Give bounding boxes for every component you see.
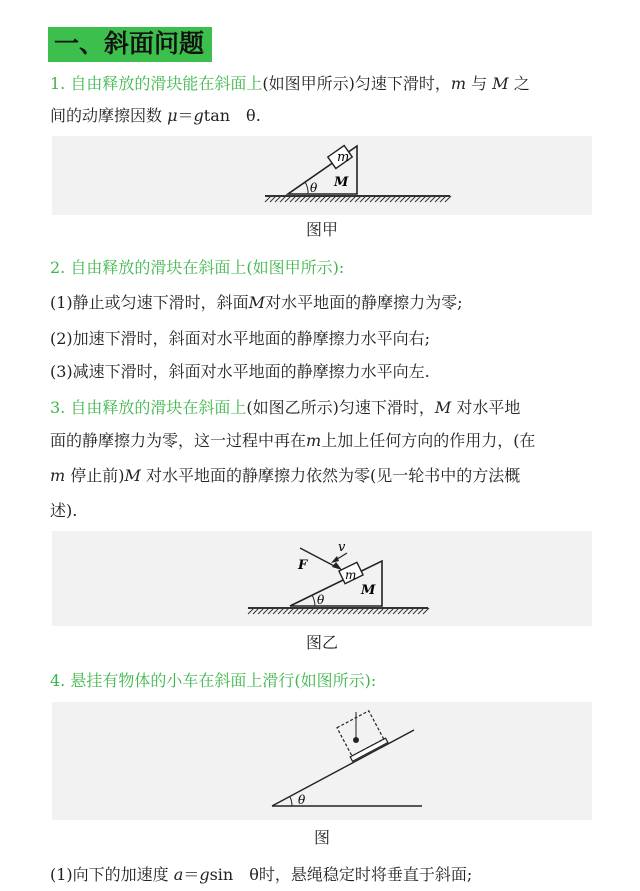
item-2-point-1-M: M	[248, 293, 266, 312]
item-1-line-2	[50, 106, 610, 126]
item-4-text-a: (1)向下的加速度	[50, 865, 169, 884]
item-2-point-3: (3)减速下滑时，斜面对水平地面的静摩擦力水平向左.	[50, 362, 430, 381]
item-4-a: a	[173, 865, 184, 884]
item-3-highlight: 自由释放的滑块在斜面上	[70, 398, 247, 417]
item-4-eq: ＝	[183, 865, 200, 884]
label-m: m	[345, 568, 357, 582]
item-3-text-2a: 面的静摩擦力为零，这一过程中再在	[50, 431, 307, 450]
label-M: M	[334, 175, 349, 190]
section-title: 一、斜面问题	[48, 27, 212, 62]
figure-yi-caption: 图乙	[305, 633, 338, 652]
item-1-text: (如图甲所示)匀速下滑时，	[262, 74, 451, 93]
item-2-highlight: 自由释放的滑块在斜面上(如图甲所示):	[70, 258, 345, 277]
figure-cart	[52, 702, 592, 820]
item-4-number: 4.	[50, 671, 66, 690]
hanging-bob	[353, 737, 359, 743]
item-3-text-3a: 停止前)	[70, 466, 125, 485]
angle-arc	[312, 595, 315, 606]
item-3-text-3b: 对水平地面的静摩擦力依然为零(见一轮书中的方法概	[146, 466, 521, 485]
item-1-yu: 与	[471, 74, 488, 93]
ground-hatch	[265, 196, 451, 202]
item-1-g: g	[193, 106, 204, 125]
label-v: v	[338, 540, 346, 555]
item-1-line-1	[50, 74, 610, 94]
angle-arc	[290, 797, 292, 806]
figure-yi	[52, 531, 592, 626]
item-3-m-2: m	[50, 466, 66, 485]
item-3-text-1-end: 对水平地	[456, 398, 521, 417]
label-M: M	[361, 583, 376, 598]
label-theta: θ	[298, 793, 306, 807]
item-1-m: m	[450, 74, 467, 93]
item-3-M-2: M	[124, 466, 141, 485]
item-3-line-3	[50, 466, 610, 486]
item-3-m-1: m	[306, 431, 322, 450]
item-2-point-1-text: (1)静止或匀速下滑时，斜面	[50, 293, 249, 312]
figure-cart-caption: 图	[313, 828, 330, 847]
figure-jia-drawing	[52, 136, 592, 215]
label-m: m	[337, 150, 350, 165]
item-1-end: .	[255, 106, 261, 125]
figure-jia	[52, 136, 592, 215]
cart	[335, 710, 388, 761]
item-2-point-1	[50, 293, 610, 313]
item-1-eq: ＝	[177, 106, 194, 125]
angle-arc	[305, 182, 308, 194]
item-3-line-2	[50, 431, 610, 451]
item-2-number: 2.	[50, 258, 66, 277]
item-1-M: M	[492, 74, 509, 93]
item-1-text-2: 间的动摩擦因数	[50, 106, 163, 125]
item-4-sin: sin θ	[209, 865, 259, 884]
item-2-point-1-text-b: 对水平地面的静摩擦力为零;	[265, 293, 463, 312]
label-theta: θ	[317, 593, 325, 607]
item-3-M: M	[434, 398, 452, 417]
item-1-number: 1.	[50, 74, 66, 93]
item-1-highlight: 自由释放的滑块能在斜面上	[70, 74, 263, 93]
item-1-mu: μ	[167, 106, 178, 125]
item-3-line-1	[50, 398, 610, 418]
item-3-text-1: (如图乙所示)匀速下滑时，	[246, 398, 435, 417]
item-4-title	[50, 671, 610, 691]
item-4-point-1	[50, 865, 610, 885]
figure-jia-caption: 图甲	[305, 220, 338, 239]
item-3-number: 3.	[50, 398, 66, 417]
item-2-point-2: (2)加速下滑时，斜面对水平地面的静摩擦力水平向右;	[50, 329, 431, 348]
label-F: F	[298, 558, 308, 573]
item-1-zhi: 之	[513, 74, 530, 93]
item-4-g: g	[199, 865, 210, 884]
item-4-highlight: 悬挂有物体的小车在斜面上滑行(如图所示):	[70, 671, 377, 690]
figure-yi-drawing	[52, 531, 592, 626]
item-3-line-4: 述).	[50, 501, 78, 520]
label-theta: θ	[310, 181, 318, 195]
item-1-tan: tan θ	[203, 106, 256, 125]
item-3-text-2b: 上加上任何方向的作用力，(在	[321, 431, 536, 450]
figure-cart-drawing	[52, 702, 592, 820]
item-4-text-b: 时，悬绳稳定时将垂直于斜面;	[258, 865, 473, 884]
item-2-title	[50, 258, 610, 278]
